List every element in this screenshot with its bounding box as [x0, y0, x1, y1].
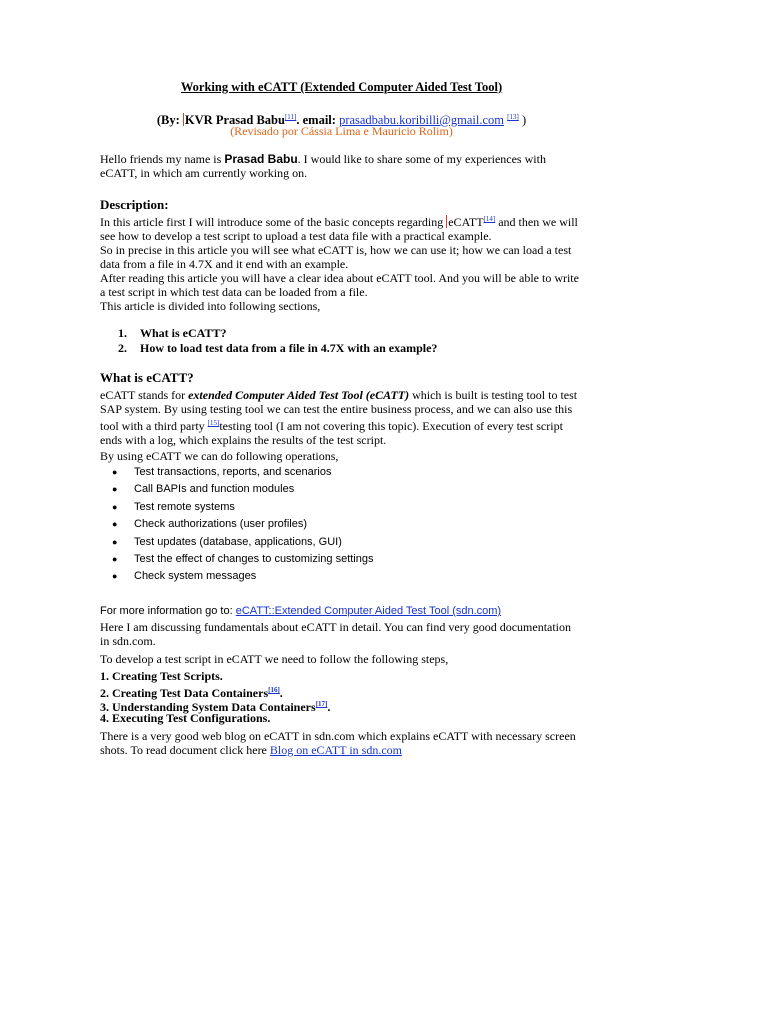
- section-num: 2.: [118, 341, 127, 355]
- byline-open: (By:: [156, 113, 183, 127]
- bullet-icon: ●: [112, 501, 118, 512]
- section-num: 1.: [118, 326, 127, 340]
- what-text-a: eCATT stands for: [100, 388, 189, 402]
- section-label: How to load test data from a file in 4.7X with an example?: [140, 341, 438, 355]
- blog-link[interactable]: Blog on eCATT in sdn.com: [269, 743, 403, 757]
- step-3-end: .: [327, 700, 331, 714]
- steps-list: [100, 669, 580, 725]
- footnote-ref-14[interactable]: [14]: [483, 215, 496, 223]
- list-item: [112, 500, 374, 517]
- desc-line2: So in precise in this article you will see what eCATT is, how we can use it; how we can load a test data from a file in 4.7X and it end with an example.: [100, 243, 572, 271]
- footnote-ref-17[interactable]: [17]: [315, 700, 328, 708]
- what-text-b: which is built is testing tool to test SAP system. By using testing tool we can test the entire business process, and we can also use this tool with a third party: [100, 388, 578, 433]
- footnote-ref-11[interactable]: [11]: [284, 113, 297, 121]
- bullet-icon: ●: [112, 536, 118, 547]
- steps-intro: To develop a test script in eCATT we need to follow the following steps,: [100, 652, 449, 666]
- intro-text-2: . I would like to share some of my experiences with eCATT, in which am currently working on.: [100, 152, 546, 180]
- revision-note: (Revisado por Cássia Lima e Mauricio Rolim): [230, 124, 453, 138]
- desc-line1-a: In this article first I will introduce some of the basic concepts regarding: [100, 215, 447, 229]
- footnote-ref-13[interactable]: [13]: [507, 113, 519, 121]
- step-2-end: .: [279, 686, 283, 700]
- what-text-c: testing tool (I am not covering this topic). Execution of every test script ends with a log, which explains the results of the test script.: [100, 419, 563, 447]
- list-item: [112, 465, 374, 482]
- list-item-text: Test updates (database, applications, GUI): [134, 535, 342, 548]
- list-item: [112, 569, 374, 586]
- step-2: [100, 683, 580, 700]
- list-item: [112, 552, 374, 569]
- sdn-ecatt-link[interactable]: eCATT::Extended Computer Aided Test Tool (sdn.com): [235, 605, 502, 617]
- list-item-text: Test the effect of changes to customizing settings: [134, 552, 374, 565]
- operations-intro: By using eCATT we can do following operations,: [100, 449, 339, 463]
- description-body: [100, 212, 580, 313]
- page-title: Working with eCATT (Extended Computer Aided Test Tool): [180, 80, 503, 94]
- bullet-icon: ●: [112, 553, 118, 564]
- description-heading: Description:: [100, 197, 169, 212]
- list-item-text: Test remote systems: [134, 500, 235, 513]
- footnote-ref-15[interactable]: [15]: [207, 419, 220, 427]
- list-item-text: Check authorizations (user profiles): [134, 518, 308, 531]
- section-item-2: [118, 341, 437, 356]
- bullet-icon: ●: [112, 467, 118, 477]
- list-item: [112, 535, 374, 552]
- intro-text-1: Hello friends my name is: [100, 152, 225, 166]
- step-3: [100, 697, 580, 714]
- sections-list: [118, 326, 437, 356]
- operations-list: [112, 465, 374, 587]
- what-is-heading: What is eCATT?: [100, 370, 194, 385]
- section-item-1: [118, 326, 437, 341]
- intro-name: Prasad Babu: [224, 152, 298, 166]
- desc-line4: This article is divided into following sections,: [100, 299, 321, 313]
- bullet-icon: ●: [112, 571, 118, 582]
- bullet-icon: ●: [112, 519, 118, 530]
- blog-text: There is a very good web blog on eCATT in sdn.com which explains eCATT with necessary screen shots. To read document click here: [100, 729, 576, 757]
- footnote-ref-16[interactable]: [16]: [268, 686, 280, 694]
- step-2-text: 2. Creating Test Data Containers: [100, 686, 269, 700]
- step-3-text: 3. Understanding System Data Containers: [100, 700, 316, 714]
- step-1: 1. Creating Test Scripts.: [100, 669, 223, 683]
- intro-paragraph: [100, 152, 580, 180]
- email-label: . email:: [296, 113, 340, 127]
- desc-line1-b: eCATT: [448, 215, 484, 229]
- what-is-body: [100, 388, 580, 447]
- more-info-label: For more information go to:: [100, 605, 236, 617]
- bullet-icon: ●: [112, 484, 118, 495]
- desc-line3: After reading this article you will have a clear idea about eCATT tool. And you will be able to write a test script in which test data can be loaded from a file.: [100, 271, 579, 299]
- documentation-paragraph: Here I am discussing fundamentals about eCATT in detail. You can find very good documentation in sdn.com.: [100, 620, 572, 648]
- section-label: What is eCATT?: [140, 326, 227, 340]
- more-info: [100, 604, 580, 618]
- list-item-text: Call BAPIs and function modules: [134, 483, 295, 496]
- step-4: 4. Executing Test Configurations.: [100, 711, 271, 725]
- list-item: [112, 482, 374, 499]
- email-link[interactable]: prasadbabu.koribilli@gmail.com: [339, 113, 505, 127]
- list-item-text: Check system messages: [134, 570, 257, 583]
- byline-close: ): [518, 113, 527, 127]
- desc-line1-c: and then we will see how to develop a test script to upload a test data file with a practical example.: [100, 215, 578, 243]
- list-item-text: Test transactions, reports, and scenarios: [134, 466, 332, 478]
- author-name: KVR Prasad Babu: [184, 113, 285, 127]
- list-item: [112, 517, 374, 534]
- blog-paragraph: [100, 729, 580, 757]
- what-emphasis: extended Computer Aided Test Tool (eCATT): [188, 388, 410, 402]
